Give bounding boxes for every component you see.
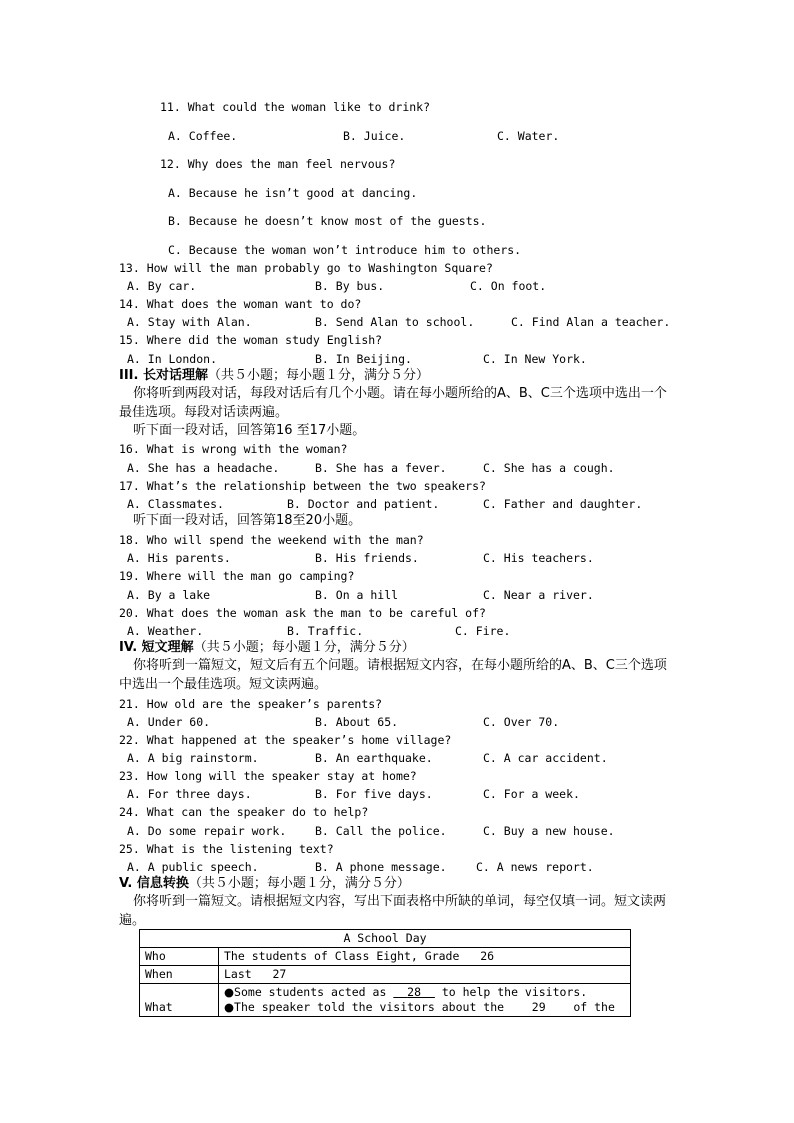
table-row-what	[140, 984, 631, 1017]
q24-option-a: A. Do some repair work.	[127, 824, 287, 838]
question-13: 13. How will the man probably go to Washington Square?	[119, 261, 493, 275]
question-25: 25. What is the listening text?	[119, 842, 334, 856]
q17-option-a: A. Classmates.	[127, 497, 224, 511]
q13-option-a: A. By car.	[127, 279, 197, 293]
q23-option-b: B. For five days.	[315, 787, 433, 801]
q15-option-b: B. In Beijing.	[315, 352, 412, 366]
bullet-1-post: to help the visitors.	[441, 985, 588, 999]
who-cell	[219, 948, 631, 966]
question-11: 11. What could the woman like to drink?	[160, 100, 431, 114]
question-20: 20. What does the woman ask the man to be careful of?	[119, 606, 486, 620]
bullet-icon: ●	[224, 985, 235, 999]
section-3-part1: 听下面一段对话，回答第16 至17小题。	[133, 423, 366, 438]
q16-option-b: B. She has a fever.	[315, 461, 447, 475]
q12-option-a: A. Because he isn’t good at dancing.	[168, 186, 418, 200]
q12-option-c: C. Because the woman won’t introduce him to others.	[168, 243, 522, 257]
question-24: 24. What can the speaker do to help?	[119, 805, 369, 819]
q13-option-b: B. By bus.	[315, 279, 385, 293]
question-21: 21. How old are the speaker’s parents?	[119, 697, 383, 711]
q11-option-c: C. Water.	[497, 129, 560, 143]
q21-option-b: B. About 65.	[315, 715, 399, 729]
table-title-row	[140, 930, 631, 948]
section-3-part2: 听下面一段对话，回答第18至20小题。	[133, 513, 362, 528]
question-23: 23. How long will the speaker stay at home?	[119, 769, 417, 783]
q14-option-a: A. Stay with Alan.	[127, 315, 252, 329]
question-17: 17. What’s the relationship between the two speakers?	[119, 479, 486, 493]
who-label: Who	[140, 948, 219, 966]
blank-28-number: 28	[407, 985, 422, 999]
q17-option-c: C. Father and daughter.	[483, 497, 643, 511]
q19-option-b: B. On a hill	[315, 588, 399, 602]
section-4-instructions: 你将听到一篇短文，短文后有五个问题。请根据短文内容，在每小题所给的A、B、C三个选项中选出一个最佳选项。短文读两遍。	[119, 658, 667, 692]
q19-option-c: C. Near a river.	[483, 588, 594, 602]
question-18: 18. Who will spend the weekend with the man?	[119, 533, 424, 547]
bullet-icon: ●	[224, 1000, 235, 1014]
section-3-meta: （共５小题；每小题１分，满分５分）	[207, 368, 429, 383]
table-title: A School Day	[140, 930, 631, 948]
q20-option-a: A. Weather.	[127, 624, 204, 638]
q21-option-c: C. Over 70.	[483, 715, 560, 729]
q11-option-a: A. Coffee.	[168, 129, 238, 143]
q20-option-c: C. Fire.	[455, 624, 511, 638]
q24-option-b: B. Call the police.	[315, 824, 447, 838]
q18-option-b: B. His friends.	[315, 551, 419, 565]
section-3-instructions: 你将听到两段对话，每段对话后有几个小题。请在每小题所给的A、B、C三个选项中选出一个最佳选项。每段对话读两遍。	[119, 386, 667, 420]
q21-option-a: A. Under 60.	[127, 715, 211, 729]
q13-option-c: C. On foot.	[470, 279, 547, 293]
q24-option-c: C. Buy a new house.	[483, 824, 615, 838]
bullet-2-post: of the	[573, 1000, 615, 1014]
section-3-heading	[119, 367, 429, 384]
blank-28	[393, 985, 435, 999]
q25-option-c: C. A news report.	[476, 860, 594, 874]
section-5-meta: （共５小题；每小题１分，满分５分）	[188, 876, 410, 891]
q23-option-c: C. For a week.	[483, 787, 580, 801]
question-16: 16. What is wrong with the woman?	[119, 442, 348, 456]
q25-option-a: A. A public speech.	[127, 860, 259, 874]
when-value: Last	[224, 967, 252, 981]
question-19: 19. Where will the man go camping?	[119, 569, 355, 583]
section-4-meta: （共５小题；每小题１分，满分５分）	[193, 640, 415, 655]
question-15: 15. Where did the woman study English?	[119, 333, 383, 347]
question-14: 14. What does the woman want to do?	[119, 297, 362, 311]
q22-option-a: A. A big rainstorm.	[127, 751, 259, 765]
section-4-heading	[119, 639, 415, 656]
when-cell	[219, 966, 631, 984]
section-5-instructions: 你将听到一篇短文。请根据短文内容，写出下面表格中所缺的单词，每空仅填一词。短文读两遍。	[119, 894, 667, 928]
section-4-title: IV. 短文理解	[119, 640, 194, 655]
bullet-2-pre: The speaker told the visitors about the	[234, 1000, 505, 1014]
q15-option-c: C. In New York.	[483, 352, 587, 366]
q16-option-c: C. She has a cough.	[483, 461, 615, 475]
q18-option-a: A. His parents.	[127, 551, 231, 565]
section-5-title: V. 信息转换	[119, 876, 189, 891]
what-cell	[219, 984, 631, 1017]
q17-option-b: B. Doctor and patient.	[287, 497, 440, 511]
table-row-who	[140, 948, 631, 966]
q11-option-b: B. Juice.	[343, 129, 406, 143]
q12-option-b: B. Because he doesn’t know most of the guests.	[168, 214, 487, 228]
when-label: When	[140, 966, 219, 984]
table-row-when	[140, 966, 631, 984]
blank-27: 27	[272, 967, 287, 981]
who-value: The students of Class Eight, Grade	[224, 949, 460, 963]
q14-option-c: C. Find Alan a teacher.	[511, 315, 671, 329]
what-bullet-1	[224, 985, 625, 1000]
q16-option-a: A. She has a headache.	[127, 461, 280, 475]
q25-option-b: B. A phone message.	[315, 860, 447, 874]
q18-option-c: C. His teachers.	[483, 551, 594, 565]
q22-option-b: B. An earthquake.	[315, 751, 433, 765]
what-bullet-2	[224, 1000, 625, 1015]
question-12: 12. Why does the man feel nervous?	[160, 157, 396, 171]
what-label: What	[140, 984, 219, 1017]
q22-option-c: C. A car accident.	[483, 751, 608, 765]
question-22: 22. What happened at the speaker’s home village?	[119, 733, 452, 747]
q20-option-b: B. Traffic.	[287, 624, 364, 638]
q15-option-a: A. In London.	[127, 352, 218, 366]
q23-option-a: A. For three days.	[127, 787, 252, 801]
bullet-1-pre: Some students acted as	[234, 985, 387, 999]
blank-26: 26	[480, 949, 495, 963]
blank-29: 29	[531, 1000, 546, 1014]
q14-option-b: B. Send Alan to school.	[315, 315, 475, 329]
section-3-title: III. 长对话理解	[119, 368, 208, 383]
info-table	[139, 929, 631, 1017]
q19-option-a: A. By a lake	[127, 588, 211, 602]
section-5-heading	[119, 875, 410, 892]
